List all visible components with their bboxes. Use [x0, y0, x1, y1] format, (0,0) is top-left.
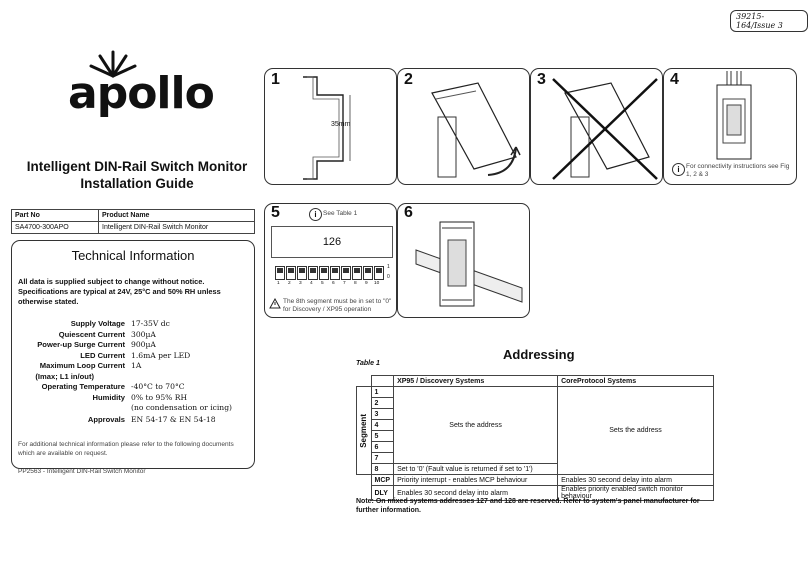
dip-number: 10 — [374, 281, 380, 286]
spec-value: EN 54-17 & EN 54-18 — [131, 415, 216, 424]
spec-row — [12, 351, 254, 362]
reference-document: PP2563 - Intelligent DIN-Rail Switch Monitor — [18, 467, 146, 475]
spec-value: 900µA — [131, 340, 156, 349]
document-title — [12, 158, 262, 192]
dip-switch — [286, 266, 296, 280]
product-name-value: Intelligent DIN-Rail Switch Monitor — [99, 222, 255, 234]
xp95-column-header: XP95 / Discovery Systems — [394, 376, 558, 387]
dip-off-label: 0 — [387, 274, 390, 280]
rail-dimension: 35mm — [331, 121, 351, 128]
spec-row — [12, 372, 254, 383]
addressing-table — [356, 375, 714, 501]
din-rail-icon — [295, 73, 391, 183]
dip-switch — [363, 266, 373, 280]
dip-number: 8 — [354, 281, 357, 286]
title-line-2: Installation Guide — [80, 176, 194, 191]
step-5-panel — [264, 203, 397, 318]
dip-number: 7 — [343, 281, 346, 286]
technical-information-panel — [11, 240, 255, 475]
spec-label: Operating Temperature — [41, 382, 125, 391]
dip-switch — [341, 266, 351, 280]
spec-row — [12, 330, 254, 341]
spec-label: Supply Voltage — [70, 319, 125, 328]
spec-value: 1A — [131, 361, 142, 370]
spec-row — [12, 319, 254, 330]
dip-switch — [330, 266, 340, 280]
spec-label: (Imax; L1 in/out) — [35, 371, 94, 381]
mcp-row-label: MCP — [371, 475, 394, 486]
dly-row-label: DLY — [371, 486, 394, 501]
incorrect-mounting-icon — [551, 77, 659, 181]
additional-info-text: For additional technical information please refer to the following documents which are available on request. — [18, 440, 234, 457]
dip-number: 4 — [310, 281, 313, 286]
step-4-panel — [663, 68, 797, 185]
spec-value: 17-35V dc — [131, 319, 170, 328]
segment-row-label: 8 — [371, 464, 394, 475]
step-4-number: 4 — [670, 71, 679, 88]
dip-switch — [319, 266, 329, 280]
segment-warning: The 8th segment must be in set to "0" for Discovery / XP95 operation — [283, 298, 392, 313]
spec-row — [12, 393, 254, 404]
core-sets-address: Sets the address — [558, 387, 714, 475]
step-3-panel — [530, 68, 663, 185]
xp95-sets-address: Sets the address — [394, 387, 558, 464]
step-6-panel — [397, 203, 530, 318]
spec-value: 0% to 95% RH — [131, 392, 188, 402]
device-front-icon — [709, 71, 759, 161]
dly-xp95-text: Enables 30 second delay into alarm — [394, 486, 558, 501]
dip-number: 2 — [288, 281, 291, 286]
segment-row-label: 4 — [371, 420, 394, 431]
product-name-header: Product Name — [99, 210, 255, 222]
part-no-value: SA4700-300APO — [12, 222, 99, 234]
dip-switch — [297, 266, 307, 280]
addressing-heading: Addressing — [503, 347, 575, 362]
dip-number: 3 — [299, 281, 302, 286]
segment-row-label: 1 — [371, 387, 394, 398]
technical-information-heading: Technical Information — [71, 248, 195, 263]
mcp-core-text: Enables 30 second delay into alarm — [558, 475, 714, 486]
spec-row — [12, 361, 254, 372]
segment-row-label: 6 — [371, 442, 394, 453]
brand-logo: apollo — [68, 68, 214, 119]
row8-xp95-text: Set to '0' (Fault value is returned if set to '1') — [394, 464, 558, 475]
table-label: Table 1 — [356, 360, 380, 367]
info-icon: i — [309, 208, 322, 221]
dip-on-label: 1 — [387, 264, 390, 270]
device-on-rail-icon — [414, 210, 526, 314]
step-6-number: 6 — [404, 204, 413, 221]
dip-switch — [275, 266, 285, 280]
segment-row-label: 3 — [371, 409, 394, 420]
part-no-header: Part No — [12, 210, 99, 222]
spec-row — [12, 382, 254, 393]
spec-label: Humidity — [92, 392, 125, 402]
spec-label: Approvals — [87, 415, 125, 424]
spec-label: Power-up Surge Current — [37, 340, 125, 349]
spec-value: 1.6mA per LED — [131, 350, 191, 360]
segment-row-label: 5 — [371, 431, 394, 442]
spec-list — [12, 319, 254, 426]
title-line-1: Intelligent DIN-Rail Switch Monitor — [26, 159, 248, 174]
info-icon: i — [672, 163, 685, 176]
spec-value: (no condensation or icing) — [131, 403, 233, 412]
spec-label: LED Current — [80, 350, 125, 360]
dip-number: 9 — [365, 281, 368, 286]
dip-number: 5 — [321, 281, 324, 286]
step-1-panel — [264, 68, 397, 185]
dip-number: 6 — [332, 281, 335, 286]
step-1-number: 1 — [271, 71, 280, 88]
see-table-note: See Table 1 — [323, 210, 358, 217]
connectivity-note: For connectivity instructions see Fig 1, 2 & 3 — [686, 163, 790, 178]
segment-row-label: 2 — [371, 398, 394, 409]
document-reference: 39215-164/Issue 3 — [730, 10, 808, 32]
part-number-table — [11, 209, 255, 234]
step-2-number: 2 — [404, 71, 413, 88]
coreprotocol-column-header: CoreProtocol Systems — [558, 376, 714, 387]
spec-row — [12, 340, 254, 351]
spec-label: Quiescent Current — [58, 329, 125, 339]
spec-row — [12, 403, 254, 415]
segment-row-label: 7 — [371, 453, 394, 464]
segment-label: Segment — [359, 413, 369, 448]
addressing-note: Note: On mixed systems addresses 127 and 128 are reserved. Refer to system's panel manufacturer for further information. — [356, 498, 700, 514]
dip-switch — [374, 266, 384, 280]
spec-label: Maximum Loop Current — [39, 361, 125, 370]
technical-intro: All data is supplied subject to change without notice. Specifications are typical at 24V, 25°C and 50% RH unless otherwise stated. — [18, 277, 221, 306]
dip-switch — [308, 266, 318, 280]
step-5-number: 5 — [271, 204, 280, 221]
mcp-xp95-text: Priority interrupt - enables MCP behaviour — [394, 475, 558, 486]
dip-switch-bank — [275, 264, 390, 286]
dip-number: 1 — [277, 281, 280, 286]
dip-switch — [352, 266, 362, 280]
step-3-number: 3 — [537, 71, 546, 88]
dly-core-text: Enables priority enabled switch monitor behaviour — [558, 486, 714, 501]
spec-value: 300µA — [131, 329, 156, 339]
spec-value: -40°C to 70°C — [131, 382, 185, 391]
mounting-device-icon — [418, 77, 526, 181]
warning-icon — [269, 298, 281, 309]
address-value-display: 126 — [271, 226, 393, 258]
spec-row — [12, 415, 254, 426]
spec-label — [12, 403, 125, 415]
step-2-panel — [397, 68, 530, 185]
